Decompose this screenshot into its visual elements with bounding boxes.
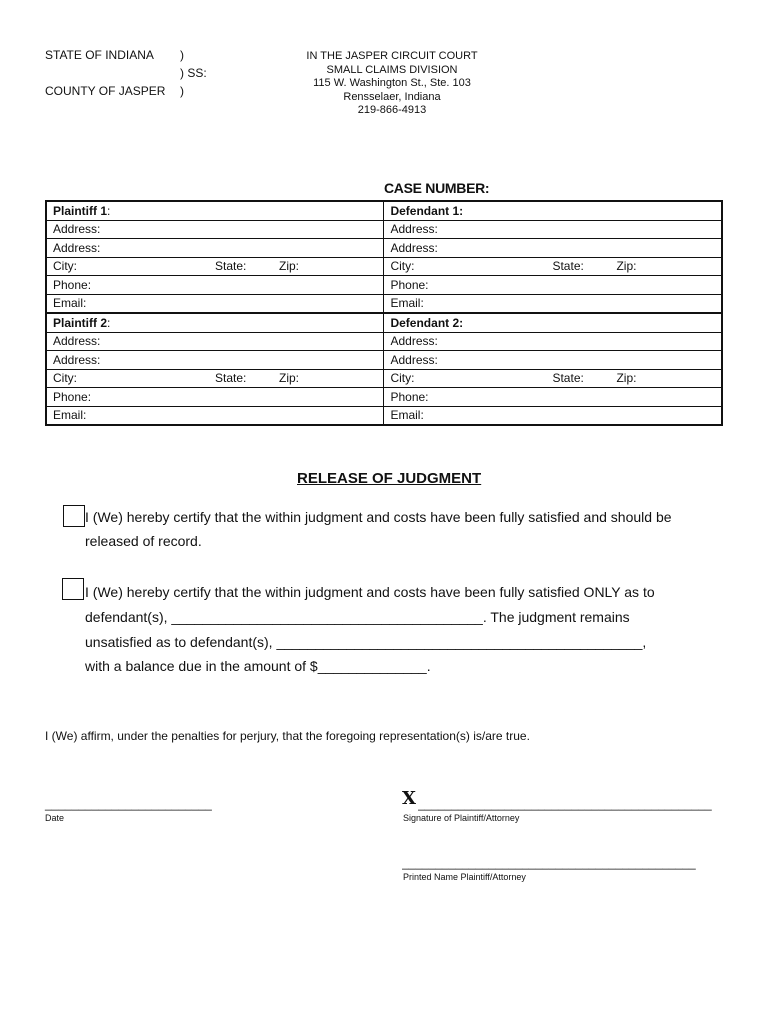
option2-line1: I (We) hereby certify that the within judgment and costs have been fully satisfied ONLY as to [85,584,655,600]
full-satisfaction-checkbox[interactable] [63,505,85,527]
state-label: STATE OF INDIANA [45,48,154,62]
plaintiff1-phone-field[interactable]: Phone: [46,276,384,295]
option2-line4: with a balance due in the amount of $______________. [85,658,431,674]
defendant1-email-field[interactable]: Email: [384,294,722,313]
plaintiff2-address1-field[interactable]: Address: [46,332,384,351]
court-phone: 219-866-4913 [357,104,427,116]
option2-line2: defendant(s), ________________________________________. The judgment remains [85,609,630,625]
option1-line1: I (We) hereby certify that the within judgment and costs have been fully satisfied and should be [85,509,672,525]
plaintiff1-email-field[interactable]: Email: [46,294,384,313]
defendant2-city-field[interactable]: City: State: Zip: [384,369,722,388]
option2-line3: unsatisfied as to defendant(s), _______________________________________________, [85,634,647,650]
case-number-label: CASE NUMBER: [384,180,490,196]
table-row [46,406,722,425]
court-street: 115 W. Washington St., Ste. 103 [313,77,471,89]
table-row [46,220,722,239]
defendant2-name-field[interactable]: Defendant 2: [384,313,722,332]
plaintiff2-address2-field[interactable]: Address: [46,351,384,370]
court-division: SMALL CLAIMS DIVISION [326,63,458,76]
document-title: RELEASE OF JUDGMENT [297,470,482,487]
table-row [46,351,722,370]
plaintiff2-phone-field[interactable]: Phone: [46,388,384,407]
defendant2-address2-field[interactable]: Address: [384,351,722,370]
court-name: IN THE JASPER CIRCUIT COURT [306,50,478,62]
printed-name-label: Printed Name Plaintiff/Attorney [403,872,526,882]
defendant2-address1-field[interactable]: Address: [384,332,722,351]
table-row [46,239,722,258]
defendant1-address1-field[interactable]: Address: [384,220,722,239]
ss-label: ) SS: [180,66,207,80]
defendant1-name-field[interactable]: Defendant 1: [384,201,722,220]
affirmation-text: I (We) affirm, under the penalties for perjury, that the foregoing representation(s) is/are true. [45,729,530,743]
table-row [46,276,722,295]
paren-top: ) [180,48,184,62]
county-label: COUNTY OF JASPER [45,84,166,98]
plaintiff2-name-field[interactable]: Plaintiff 2: [46,313,384,332]
table-row [46,294,722,313]
defendant1-city-field[interactable]: City: State: Zip: [384,257,722,276]
printed-name-line[interactable]: ____________________________________________ [402,856,696,870]
table-row [46,201,722,220]
date-line[interactable]: _________________________ [45,797,212,811]
defendant2-email-field[interactable]: Email: [384,406,722,425]
table-row [46,332,722,351]
paren-bottom: ) [180,84,184,98]
plaintiff1-address2-field[interactable]: Address: [46,239,384,258]
court-city: Rensselaer, Indiana [343,90,441,103]
plaintiff1-address1-field[interactable]: Address: [46,220,384,239]
signature-x-mark: X [402,788,416,809]
parties-table [45,200,723,426]
table-row [46,369,722,388]
court-block [280,50,504,118]
defendant1-phone-field[interactable]: Phone: [384,276,722,295]
table-row [46,313,722,332]
option1-line2: released of record. [85,533,202,549]
date-label: Date [45,813,65,823]
signature-line[interactable]: ____________________________________________ [418,797,712,811]
table-row [46,388,722,407]
partial-satisfaction-checkbox[interactable] [62,578,84,600]
plaintiff1-city-field[interactable]: City: State: Zip: [46,257,384,276]
plaintiff2-city-field[interactable]: City: State: Zip: [46,369,384,388]
defendant1-address2-field[interactable]: Address: [384,239,722,258]
defendant2-phone-field[interactable]: Phone: [384,388,722,407]
plaintiff1-name-field[interactable]: Plaintiff 1: [46,201,384,220]
plaintiff2-email-field[interactable]: Email: [46,406,384,425]
signature-label: Signature of Plaintiff/Attorney [403,813,520,823]
table-row [46,257,722,276]
